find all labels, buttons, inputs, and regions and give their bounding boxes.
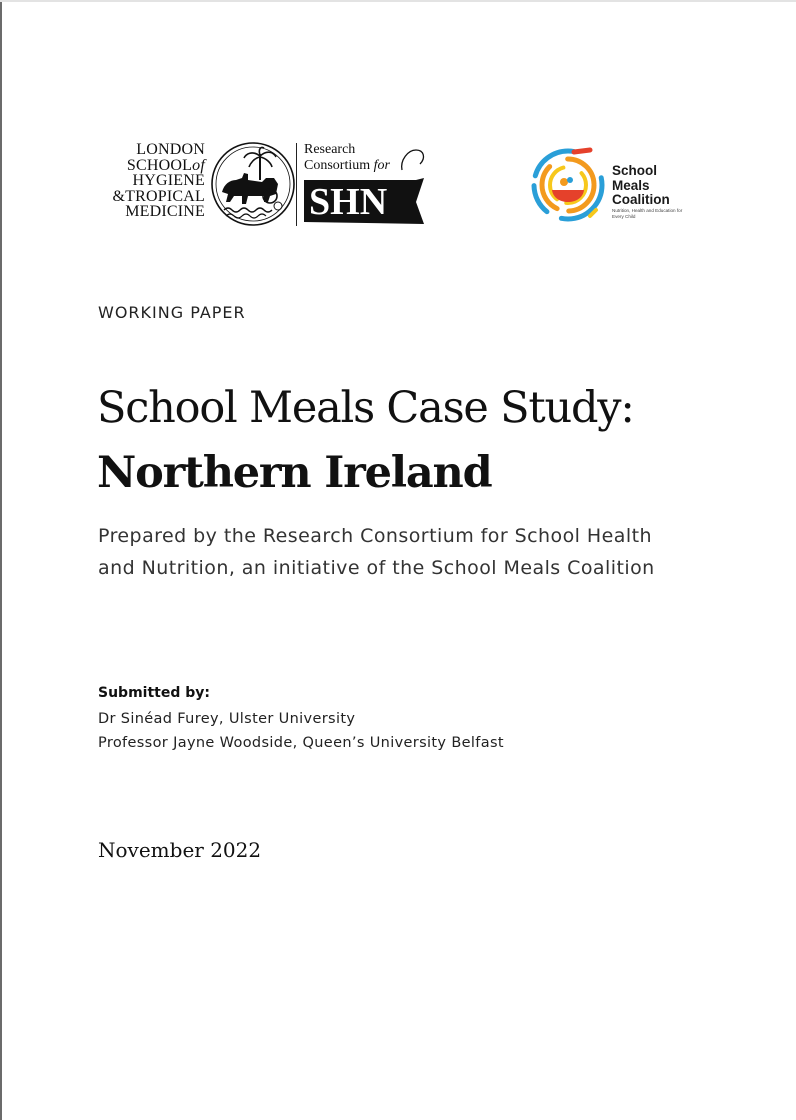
author-2: Professor Jayne Woodside, Queen’s University Belfast	[98, 735, 504, 751]
lshtm-line-hygiene: HYGIENE	[132, 172, 205, 189]
smc-wordmark	[612, 164, 670, 208]
subtitle-line-2: and Nutrition, an initiative of the School Meals Coalition	[98, 557, 655, 579]
lshtm-line-tropical: &TROPICAL	[112, 187, 205, 205]
author-list	[98, 707, 504, 755]
smc-line-school: School	[612, 163, 658, 178]
page-top-edge	[0, 0, 796, 2]
document-type-label: WORKING PAPER	[98, 303, 246, 322]
shn-line-consortium: Consortium for	[304, 158, 390, 173]
submitted-by-label: Submitted by:	[98, 685, 210, 701]
shn-logo	[304, 142, 428, 226]
lshtm-line-school: SCHOOLof	[126, 156, 205, 174]
logo-divider	[296, 143, 297, 226]
publication-date: November 2022	[98, 838, 262, 862]
lshtm-line-london: LONDON	[136, 141, 205, 158]
smc-emblem-icon	[530, 140, 610, 230]
lshtm-line-medicine: MEDICINE	[125, 203, 205, 220]
lshtm-seal-icon	[208, 140, 298, 228]
lshtm-wordmark	[112, 142, 205, 220]
shn-swoosh-icon	[304, 142, 428, 182]
subtitle	[98, 520, 758, 584]
page-left-edge	[0, 0, 2, 1120]
lshtm-logo	[112, 140, 302, 228]
page-title-line-2: Northern Ireland	[97, 448, 492, 498]
author-1: Dr Sinéad Furey, Ulster University	[98, 711, 356, 727]
shn-line-for: for	[373, 158, 390, 173]
smc-line-meals: Meals	[612, 177, 650, 193]
lshtm-line-of: of	[192, 156, 205, 174]
page-title-line-1: School Meals Case Study:	[97, 383, 634, 433]
school-meals-coalition-logo	[530, 140, 690, 230]
smc-line-coalition: Coalition	[612, 192, 670, 207]
subtitle-line-1: Prepared by the Research Consortium for School Health	[98, 525, 652, 547]
shn-line-research: Research	[304, 142, 356, 157]
smc-tagline: Nutrition, Health and Education for Every Child	[612, 208, 683, 219]
shn-acronym: SHN	[309, 181, 388, 223]
